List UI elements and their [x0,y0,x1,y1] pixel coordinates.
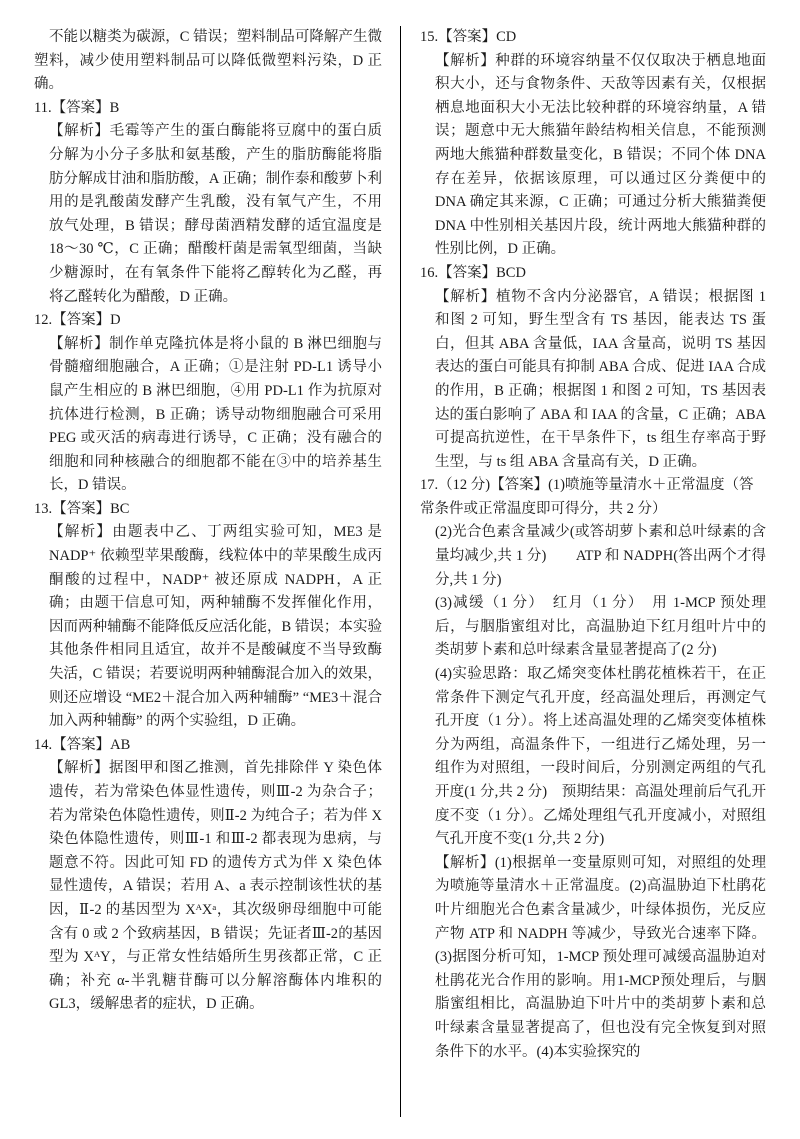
question-15-explanation: 【解析】种群的环境容纳量不仅仅取决于栖息地面积大小，还与食物条件、天敌等因素有关，仅根据栖息地面积大小无法比较种群的环境容纳量，A 错误；题意中无大熊猫年龄结构相关信息，不能预测两地大熊猫种群数量变化，B 错误；不同个体 DNA 存在差异，依据该原理，可以通过区分粪便中的 DNA 确定其来源，C 正确；可通过分析大熊猫粪便 DNA 中性别相关基因片段，统计两地大熊猫种群的性别比例，D 正确。 [435,52,766,258]
question-16-answer: 16.【答案】BCD [420,264,526,281]
question-11-explanation: 【解析】毛霉等产生的蛋白酶能将豆腐中的蛋白质分解为小分子多肽和氨基酸，产生的脂肪酶能将脂肪分解成甘油和脂肪酸，A 正确；制作泰和酸萝卜利用的是乳酸菌发酵产生乳酸，没有氧气产生，不用放气处理，B 错误；酵母菌酒精发酵的适宜温度是 18～30 ℃，C 正确；醋酸杆菌是需氧型细菌，当缺少糖源时，在有氧条件下能将乙醇转化为乙醛，再将乙醛转化为醋酸，D 正确。 [49,123,382,305]
question-17-explanation: 【解析】(1)根据单一变量原则可知，对照组的处理为喷施等量清水＋正常温度。(2)高温胁迫下杜鹃花叶片细胞光合色素含量减少，叶绿体损伤，光反应产物 ATP 和 NADPH 等减少，导致光合速率下降。(3)据图分析可知，1-MCP 预处理可减缓高温胁迫对杜鹃花光合作用的影响。用1-MCP预处理后，与胭脂蜜组相比，高温胁迫下叶片中的类胡萝卜素和总叶绿素含量显著提高了，但也没有完全恢复到对照条件下的水平。(4)本实验探究的 [435,854,766,1060]
left-column [34,26,400,1117]
question-11-answer: 11.【答案】B [34,99,120,116]
question-13-answer: 13.【答案】BC [34,500,130,517]
question-17-part3: (3)减缓（1 分） 红月（1 分） 用 1-MCP 预处理后，与胭脂蜜组对比，高温胁迫下红月组叶片中的类胡萝卜素和总叶绿素含量显著提高了(2 分) [435,595,766,659]
question-14-answer: 14.【答案】AB [34,736,131,753]
question-17-part2: (2)光合色素含量减少(或答胡萝卜素和总叶绿素的含量均减少,共 1 分) ATP 和 NADPH(答出两个才得分,共 1 分) [435,524,766,588]
paragraph-continuation: 不能以糖类为碳源，C 错误；塑料制品可降解产生微塑料，减少使用塑料制品可以降低微塑料污染，D 正确。 [34,29,382,93]
question-12-answer: 12.【答案】D [34,312,121,329]
right-column [400,26,766,1117]
question-15-answer: 15.【答案】CD [420,29,517,45]
question-17-answer: 17.（12 分)【答案】(1)喷施等量清水＋正常温度（答常条件或正常温度即可得分，共 2 分） [420,477,754,517]
two-column-layout [34,26,766,1117]
question-16-explanation: 【解析】植物不含内分泌器官，A 错误；根据图 1 和图 2 可知，野生型含有 TS 基因，能表达 TS 蛋白，但其 ABA 含量低，IAA 含量高，说明 TS 基因表达的蛋白可能具有抑制 ABA 合成、促进 IAA 合成的作用，B 正确；根据图 1 和图 2 可知，TS 基因表达的蛋白影响了 ABA 和 IAA 的含量，C 正确；ABA 可提高抗逆性，在干旱条件下，ts 组生存率高于野生型，与 ts 组 ABA 含量高有关，D 正确。 [435,288,766,470]
question-14-explanation: 【解析】据图甲和图乙推测，首先排除伴 Y 染色体遗传，若为常染色体显性遗传，则Ⅲ-2 为杂合子；若为常染色体隐性遗传，则Ⅱ-2 为纯合子；若为伴 X 染色体隐性遗传，则Ⅲ-1 和Ⅲ-2 都表现为患病，与题意不符。因此可知 FD 的遗传方式为伴 X 染色体显性遗传，A 错误；若用 A、a 表示控制该性状的基因，Ⅱ-2 的基因型为 XᴬXᵃ，其次级卵母细胞中可能含有 0 或 2 个致病基因，B 错误；先证者Ⅲ-2的基因型为 XᴬY，与正常女性结婚所生男孩都正常，C 正确；补充 α-半乳糖苷酶可以分解溶酶体内堆积的 GL3，缓解患者的症状，D 正确。 [49,760,382,1013]
question-12-explanation: 【解析】制作单克隆抗体是将小鼠的 B 淋巴细胞与骨髓瘤细胞融合，A 正确；①是注射 PD-L1 诱导小鼠产生相应的 B 淋巴细胞，④用 PD-L1 作为抗原对抗体进行检测，B 正确；诱导动物细胞融合可采用 PEG 或灭活的病毒进行诱导，C 正确；没有融合的细胞和同种核融合的细胞都不能在③中的培养基生长，D 错误。 [49,335,382,494]
question-17-part4: (4)实验思路：取乙烯突变体杜鹃花植株若干，在正常条件下测定气孔开度，经高温处理后，再测定气孔开度（1 分）。将上述高温处理的乙烯突变体植株分为两组，高温条件下，一组进行乙烯处理，另一组作为对照组，一段时间后，分别测定两组的气孔开度(1 分,共 2 分) 预期结果：高温处理前后气孔开度不变（1 分）。乙烯处理组气孔开度减小，对照组气孔开度不变(1 分,共 2 分) [435,666,766,848]
question-13-explanation: 【解析】由题表中乙、丁两组实验可知，ME3 是 NADP⁺ 依赖型苹果酸酶，线粒体中的苹果酸生成丙酮酸的过程中，NADP⁺ 被还原成 NADPH，A 正确；由题干信息可知，两种辅酶不发挥催化作用，因而两种辅酶不能降低反应活化能，B 错误；本实验其他条件相同且适宜，故并不是酸碱度不当导致酶失活，C 错误；若要说明两种辅酶混合加入的效果，则还应增设 “ME2＋混合加入两种辅酶” “ME3＋混合加入两种辅酶” 的两个实验组，D 正确。 [49,524,382,730]
